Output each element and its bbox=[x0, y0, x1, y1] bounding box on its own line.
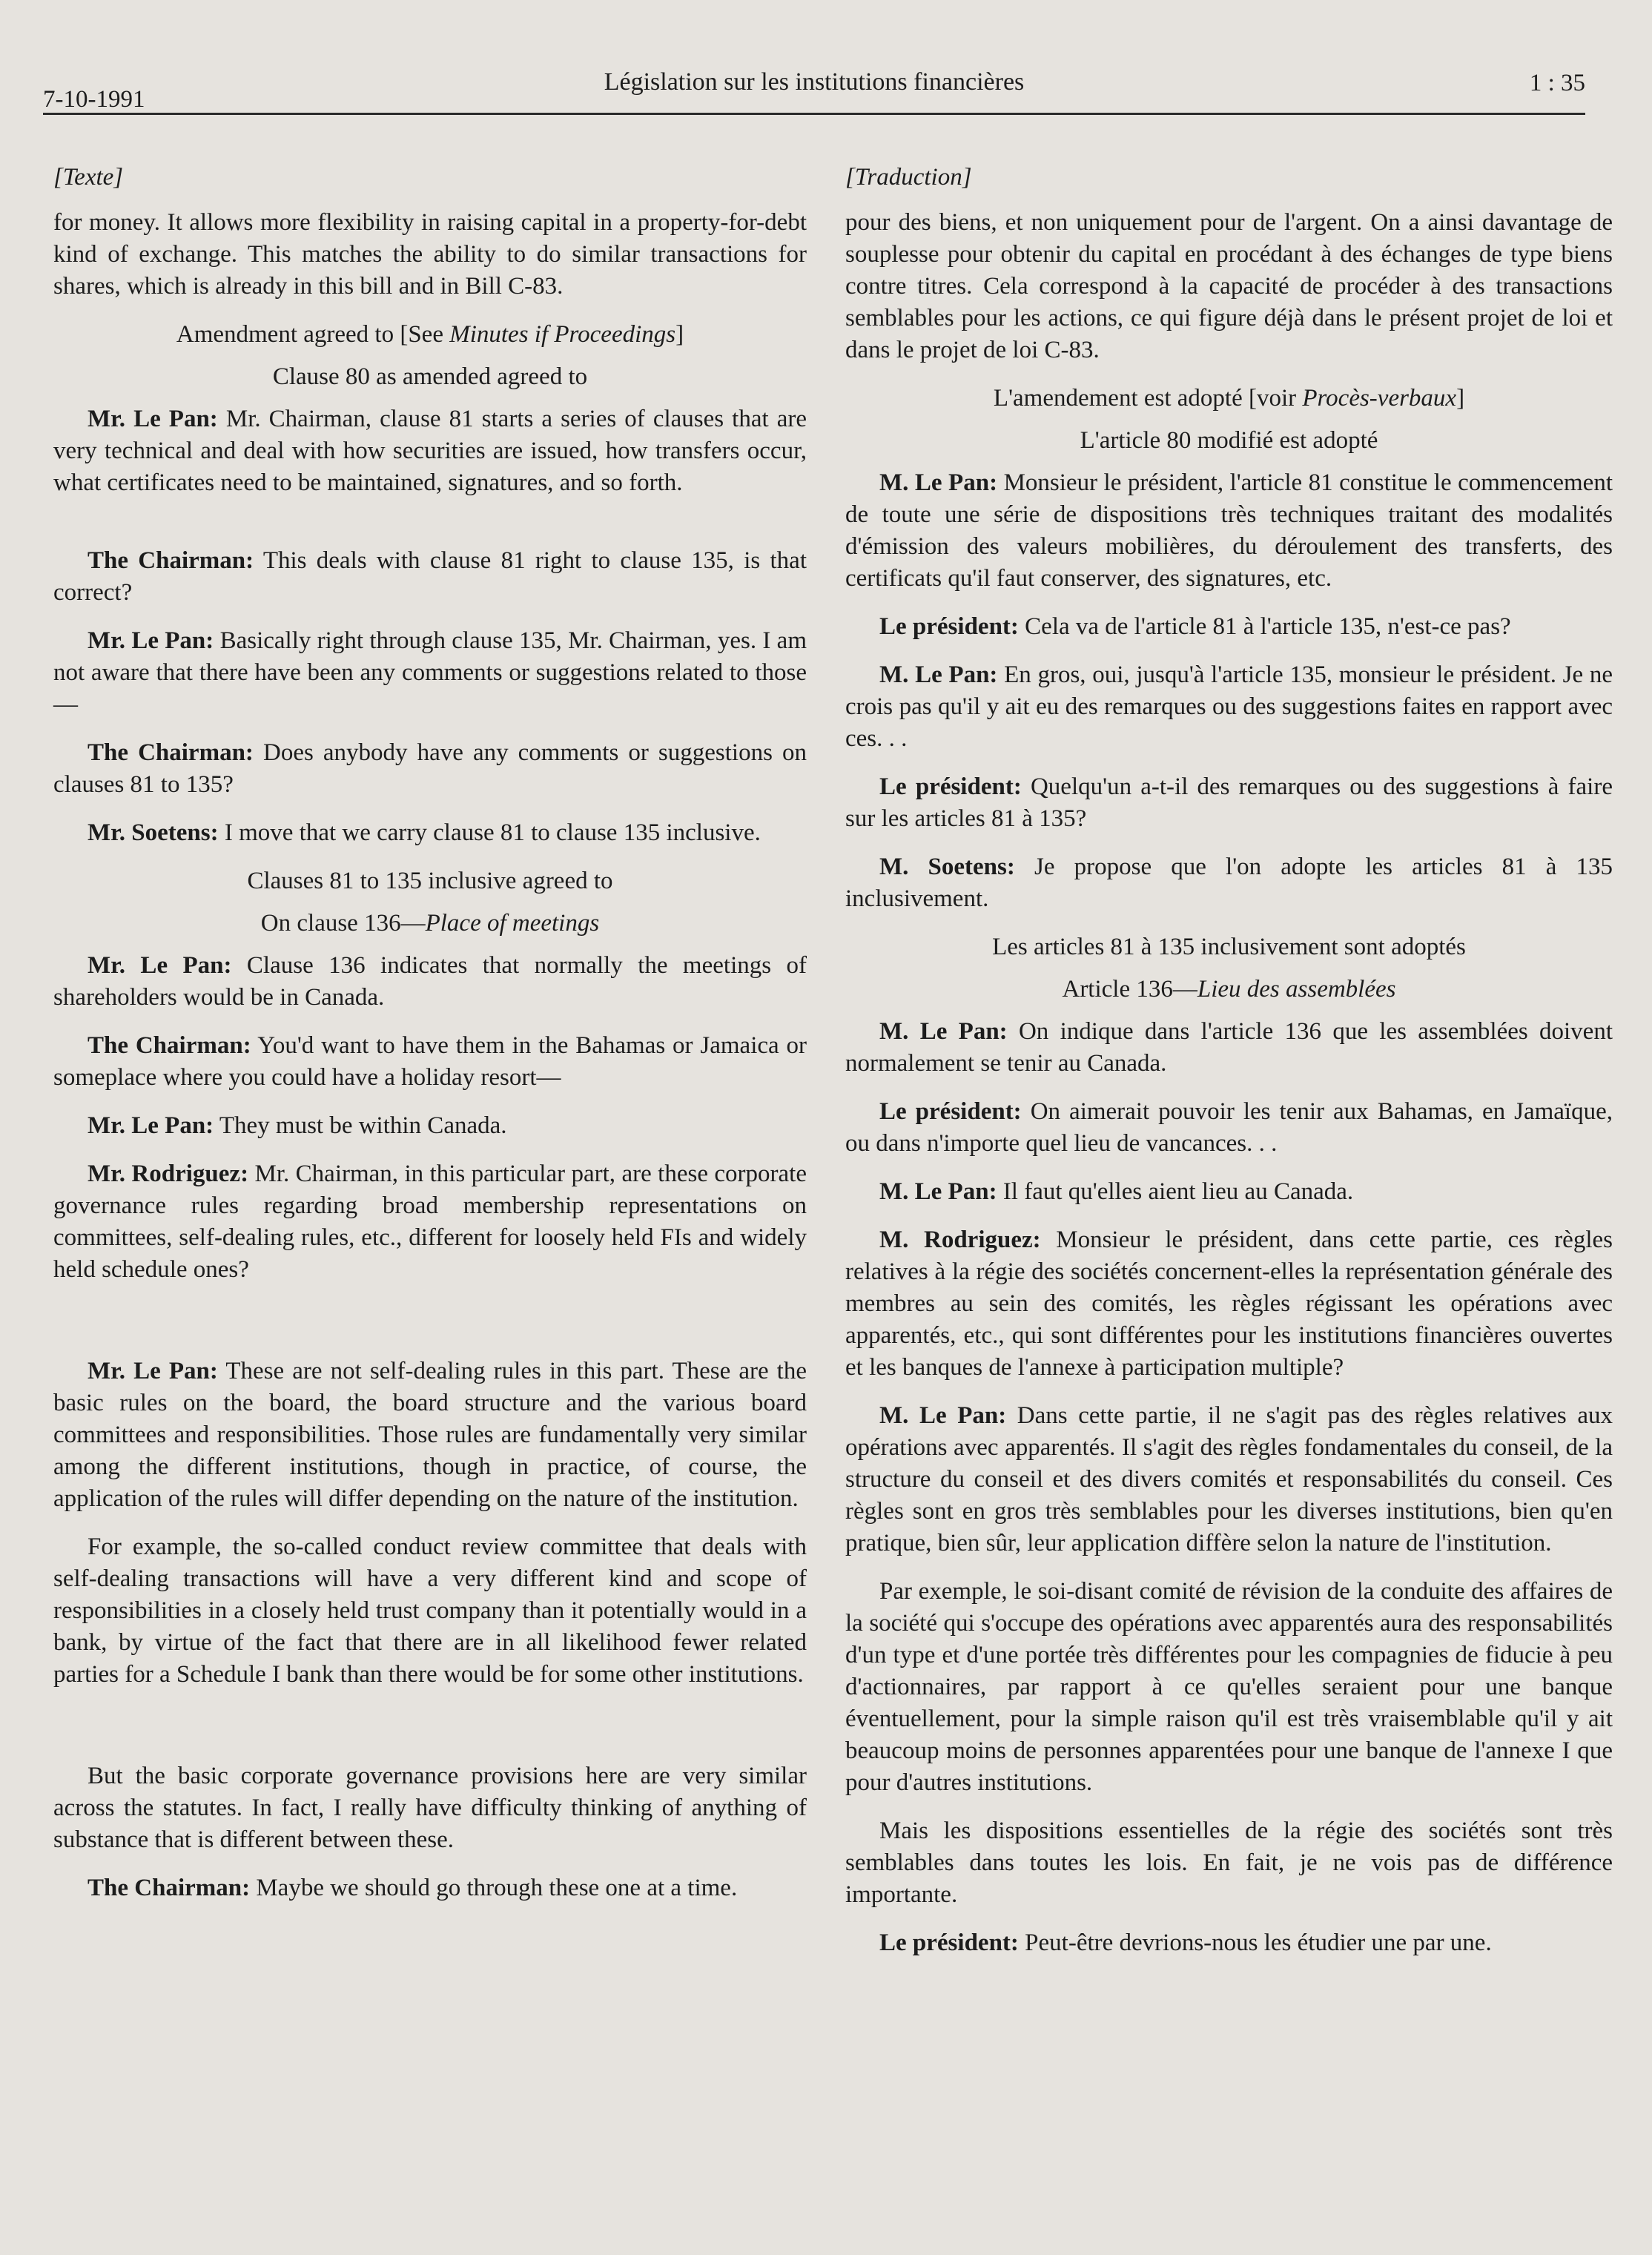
speaker-name: M. Soetens: bbox=[879, 854, 1015, 880]
header-page-number: 1 : 35 bbox=[1529, 70, 1585, 96]
speaker-name: Mr. Le Pan: bbox=[87, 1358, 218, 1384]
speech: Mr. Le Pan: Clause 136 indicates that normally the meetings of shareholders would be in Canada. bbox=[53, 952, 807, 1011]
paragraph: pour des biens, et non uniquement pour de l'argent. On a ainsi davantage de souplesse pour obtenir du capital en procédant à des échanges de type biens contre titres. Cela correspond à la capacité de procéder à des transactions semblables pour les actions, ce qui figure déjà dans le présent projet de loi et dans le projet de loi C-83. bbox=[845, 209, 1613, 363]
speaker-name: Le président: bbox=[879, 613, 1019, 640]
speech: Le président: On aimerait pouvoir les tenir aux Bahamas, en Jamaïque, ou dans n'importe quel lieu de vancances. . . bbox=[845, 1098, 1613, 1157]
speech: Mr. Le Pan: Basically right through clause 135, Mr. Chairman, yes. I am not aware that there have been any comments or suggestions related to those— bbox=[53, 627, 807, 718]
speaker-name: M. Le Pan: bbox=[879, 1178, 997, 1205]
clause-note: L'article 80 modifié est adopté bbox=[1080, 427, 1378, 454]
speech: Le président: Peut-être devrions-nous les étudier une par une. bbox=[879, 1929, 1492, 1956]
speaker-name: The Chairman: bbox=[87, 547, 254, 574]
paragraph: Mais les dispositions essentielles de la régie des sociétés sont très semblables dans toutes les lois. En fait, je ne vois pas de différence importante. bbox=[845, 1817, 1613, 1908]
speech: The Chairman: This deals with clause 81 right to clause 135, is that correct? bbox=[53, 547, 807, 606]
speaker-name: Mr. Soetens: bbox=[87, 819, 219, 846]
speaker-name: M. Le Pan: bbox=[879, 661, 998, 688]
page-header bbox=[43, 68, 1585, 115]
paragraph: Par exemple, le soi-disant comité de révision de la conduite des affaires de la société qui s'occupe des opérations avec apparentés aura des responsabilités d'un type et d'une portée très différentes pour les compagnies de fiducie à peu d'actionnaires, par rapport à ce qu'elles seraient pour une banque éventuellement, pour la simple raison qu'il est très vraisemblable qu'il y ait beaucoup moins de personnes apparentées pour une banque de l'annexe I que pour d'autres institutions. bbox=[845, 1578, 1613, 1796]
speech: The Chairman: You'd want to have them in the Bahamas or Jamaica or someplace where you could have a holiday resort— bbox=[53, 1032, 807, 1091]
speaker-name: The Chairman: bbox=[87, 1032, 251, 1059]
speaker-name: The Chairman: bbox=[87, 739, 254, 766]
speech: Mr. Soetens: I move that we carry clause 81 to clause 135 inclusive. bbox=[87, 819, 761, 846]
speech: Le président: Quelqu'un a-t-il des remarques ou des suggestions à faire sur les articles 81 à 135? bbox=[845, 773, 1613, 832]
speech: Mr. Rodriguez: Mr. Chairman, in this particular part, are these corporate governance rules regarding broad membership representations on committees, self-dealing rules, etc., different for loosely held FIs and widely held schedule ones? bbox=[53, 1160, 807, 1283]
paragraph: for money. It allows more flexibility in raising capital in a property-for-debt kind of exchange. This matches the ability to do similar transactions for shares, which is already in this bill and in Bill C-83. bbox=[53, 209, 807, 300]
speaker-name: Mr. Le Pan: bbox=[87, 627, 214, 654]
header-date: 7-10-1991 bbox=[43, 86, 145, 113]
speaker-name: M. Le Pan: bbox=[879, 469, 998, 496]
header-title: Législation sur les institutions financières bbox=[604, 68, 1025, 96]
speech: Le président: Cela va de l'article 81 à l'article 135, n'est-ce pas? bbox=[879, 613, 1511, 640]
speech: M. Le Pan: Dans cette partie, il ne s'agit pas des règles relatives aux opérations avec apparentés. Il s'agit des règles fondamentales du conseil, de la structure du conseil et des divers comités et responsabilités du conseil. Ces règles sont en gros très semblables pour les diverses institutions, bien qu'en pratique, bien sûr, leur application diffère selon la nature de l'institution. bbox=[845, 1402, 1613, 1556]
speech: The Chairman: Maybe we should go through these one at a time. bbox=[87, 1875, 738, 1901]
clause-note: Les articles 81 à 135 inclusivement sont adoptés bbox=[992, 934, 1466, 960]
speech: The Chairman: Does anybody have any comments or suggestions on clauses 81 to 135? bbox=[53, 739, 807, 798]
speaker-name: M. Rodriguez: bbox=[879, 1226, 1041, 1253]
speech: M. Le Pan: Il faut qu'elles aient lieu au Canada. bbox=[879, 1178, 1354, 1205]
french-column bbox=[845, 162, 1613, 1975]
speaker-name: Le président: bbox=[879, 773, 1022, 800]
speech: M. Soetens: Je propose que l'on adopte les articles 81 à 135 inclusivement. bbox=[845, 854, 1613, 912]
speech: M. Le Pan: Monsieur le président, l'article 81 constitue le commencement de toute une série de dispositions très techniques traitant des modalités d'émission des valeurs mobilières, du déroulement des transferts, des certificats qu'il faut conserver, des signatures, etc. bbox=[845, 469, 1613, 592]
english-column bbox=[53, 162, 807, 1921]
speaker-name: Mr. Le Pan: bbox=[87, 1112, 214, 1139]
speech: Mr. Le Pan: They must be within Canada. bbox=[87, 1112, 507, 1139]
speaker-name: Mr. Le Pan: bbox=[87, 952, 232, 979]
speaker-name: Le président: bbox=[879, 1098, 1022, 1125]
clause-note: Clauses 81 to 135 inclusive agreed to bbox=[247, 868, 613, 894]
clause-heading: On clause 136—Place of meetings bbox=[260, 910, 600, 937]
amendment-note: Amendment agreed to [See Minutes if Proceedings] bbox=[176, 321, 684, 348]
speaker-name: The Chairman: bbox=[87, 1875, 251, 1901]
clause-note: Clause 80 as amended agreed to bbox=[272, 363, 588, 390]
speech: M. Le Pan: On indique dans l'article 136 que les assemblées doivent normalement se tenir au Canada. bbox=[845, 1018, 1613, 1077]
speaker-name: Mr. Le Pan: bbox=[87, 406, 218, 432]
language-tag: [Texte] bbox=[53, 164, 124, 191]
paragraph: For example, the so-called conduct review committee that deals with self-dealing transactions will have a very different kind and scope of responsibilities in a closely held trust company than it potentially would in a bank, by virtue of the fact that there are in all likelihood fewer related parties for a Schedule I bank than there would be for some other institutions. bbox=[53, 1533, 807, 1688]
paragraph: But the basic corporate governance provisions here are very similar across the statutes. In fact, I really have difficulty thinking of anything of substance that is different between these. bbox=[53, 1763, 807, 1853]
clause-heading: Article 136—Lieu des assemblées bbox=[1062, 976, 1396, 1003]
speech: Mr. Le Pan: These are not self-dealing rules in this part. These are the basic rules on the board, the board structure and the various board committees and responsibilities. Those rules are fundamentally very similar among the different institutions, though in practice, of course, the application of the rules will differ depending on the nature of the institution. bbox=[53, 1358, 807, 1512]
speech: M. Rodriguez: Monsieur le président, dans cette partie, ces règles relatives à la régie des sociétés concernent-elles la représentation générale des membres au sein des comités, les règles régissant les opérations avec apparentés, etc., qui sont différentes pour les institutions financières ouvertes et les banques de l'annexe à participation multiple? bbox=[845, 1226, 1613, 1381]
amendment-note: L'amendement est adopté [voir Procès-verbaux] bbox=[993, 385, 1465, 412]
speaker-name: M. Le Pan: bbox=[879, 1018, 1008, 1045]
language-tag: [Traduction] bbox=[845, 164, 972, 191]
speaker-name: Le président: bbox=[879, 1929, 1019, 1956]
speech: Mr. Le Pan: Mr. Chairman, clause 81 starts a series of clauses that are very technical and deal with how securities are issued, how transfers occur, what certificates need to be maintained, signatures, and so forth. bbox=[53, 406, 807, 496]
speaker-name: Mr. Rodriguez: bbox=[87, 1160, 249, 1187]
speaker-name: M. Le Pan: bbox=[879, 1402, 1007, 1429]
speech: M. Le Pan: En gros, oui, jusqu'à l'article 135, monsieur le président. Je ne crois pas qu'il y ait eu des remarques ou des suggestions faites en rapport avec ces. . . bbox=[845, 661, 1613, 752]
